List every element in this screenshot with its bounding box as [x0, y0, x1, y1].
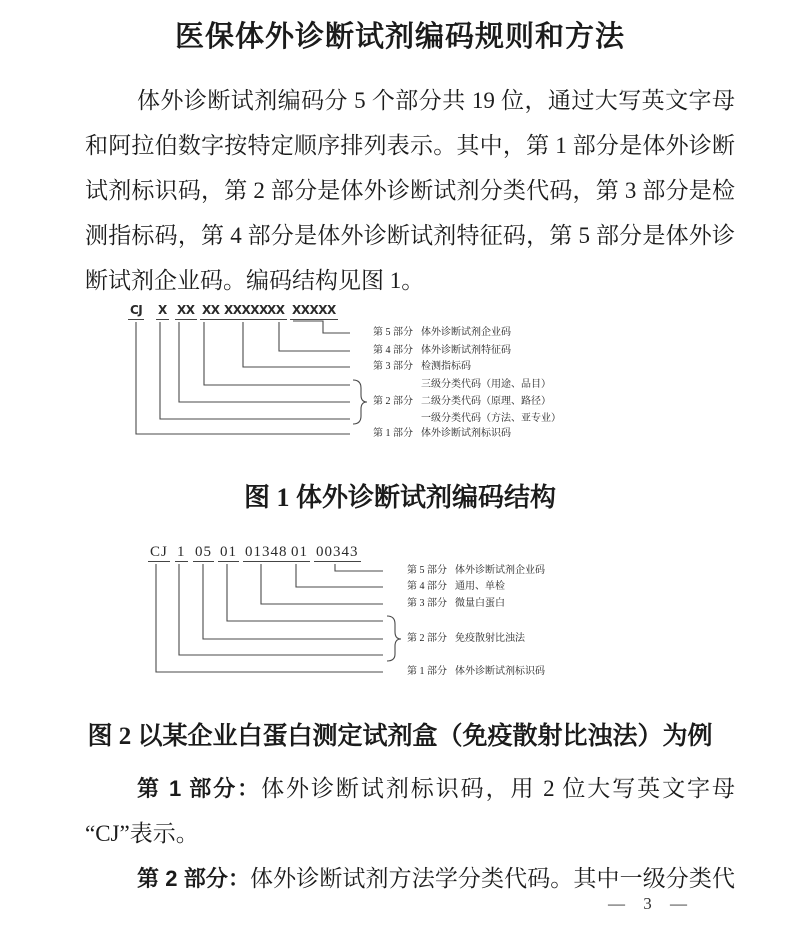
paragraph-line: 体外诊断试剂编码分 5 个部分共 19 位，通过大写英文字母: [137, 88, 735, 113]
code-segment: 1: [177, 544, 186, 560]
page-number: — 3 —: [608, 894, 688, 913]
paragraph-line: [85, 766, 735, 811]
paragraph-line: 断试剂企业码。编码结构见图 1。: [85, 268, 425, 293]
paragraph-line: 试剂标识码，第 2 部分是体外诊断试剂分类代码，第 3 部分是检: [85, 178, 735, 203]
connector-part3: [243, 322, 350, 367]
connector-level1: [179, 564, 383, 655]
connector-part1: [156, 564, 383, 672]
connector-level1: [160, 322, 350, 419]
diagram-label: 第 1 部分 体外诊断试剂标识码: [373, 428, 511, 439]
brace: [353, 380, 367, 424]
connector-part5: [293, 321, 350, 333]
part2-lead: 第 2 部分：: [137, 866, 251, 891]
page-title: 医保体外诊断试剂编码规则和方法: [174, 21, 625, 53]
parts-paragraphs: [85, 766, 735, 901]
connector-part4: [279, 322, 350, 351]
diagram-label: 第 5 部分 体外诊断试剂企业码: [407, 565, 545, 576]
connector-level2: [203, 564, 383, 639]
connector-part3: [261, 564, 383, 604]
paragraph-line: 和阿拉伯数字按特定顺序排列表示。其中，第 1 部分是体外诊断: [85, 133, 735, 158]
intro-paragraph: [85, 78, 735, 303]
connector-level3: [204, 322, 350, 385]
part1-lead: 第 1 部分：: [137, 776, 262, 801]
figure2-caption: 图 2 以某企业白蛋白测定试剂盒（免疫散射比浊法）为例: [87, 723, 713, 750]
code-segment: XX: [265, 300, 287, 320]
diagram-label: 一级分类代码（方法、亚专业）: [421, 413, 561, 424]
figure2-diagram: [145, 542, 795, 707]
paragraph-line: 测指标码，第 4 部分是体外诊断试剂特征码，第 5 部分是体外诊: [85, 223, 735, 248]
code-segment: 01: [220, 544, 237, 560]
figure1-diagram: [125, 300, 785, 460]
code-segment: 01348: [245, 544, 288, 560]
part1-text: 体外诊断试剂标识码，用 2 位大写英文字母: [261, 776, 735, 801]
paragraph-line: “CJ”表示。: [85, 821, 199, 846]
connector-level2: [179, 322, 350, 402]
connector-part5: [335, 564, 383, 571]
code-segment: XXXXX: [222, 300, 270, 320]
code-segment: XX: [175, 300, 197, 320]
brace: [387, 616, 401, 661]
code-segment: CJ: [150, 544, 168, 560]
figure1-caption: 图 1 体外诊断试剂编码结构: [243, 483, 556, 512]
code-segment: X: [156, 300, 169, 320]
code-segment: CJ: [128, 300, 144, 320]
diagram-label: 第 3 部分 微量白蛋白: [407, 598, 505, 609]
diagram-label: 第 2 部分 免疫散射比浊法: [407, 633, 525, 644]
connector-part4: [296, 564, 383, 587]
diagram-label: 第 1 部分 体外诊断试剂标识码: [407, 666, 545, 677]
diagram-label: 三级分类代码（用途、品目）: [421, 379, 551, 390]
connector-level3: [227, 564, 383, 621]
code-segment: XXXXX: [290, 300, 338, 320]
part2-text: 体外诊断试剂方法学分类代码。其中一级分类代: [250, 866, 735, 891]
diagram-label: 第 2 部分 二级分类代码（原理、路径）: [373, 396, 551, 407]
diagram-label: 第 3 部分 检测指标码: [373, 361, 471, 372]
code-segment: 05: [195, 544, 212, 560]
code-segment: 00343: [316, 544, 359, 560]
code-segment: XX: [200, 300, 222, 320]
code-segment: 01: [291, 544, 308, 560]
diagram-label: 第 5 部分 体外诊断试剂企业码: [373, 327, 511, 338]
diagram-label: 第 4 部分 通用、单检: [407, 581, 505, 592]
diagram-label: 第 4 部分 体外诊断试剂特征码: [373, 345, 511, 356]
